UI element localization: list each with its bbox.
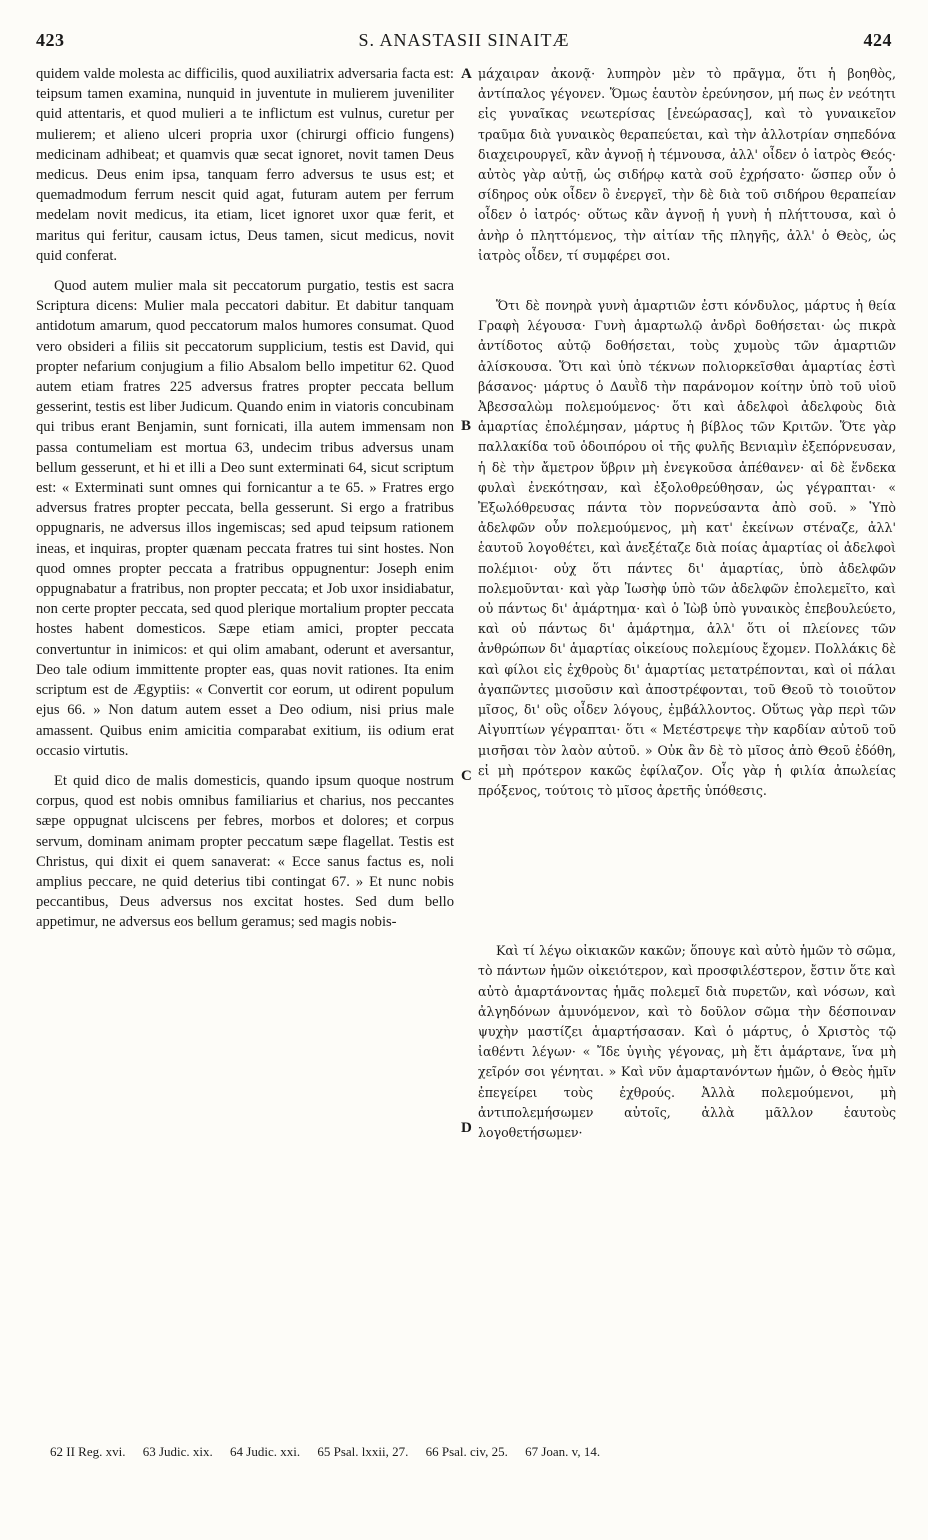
section-marker-d: D (461, 1120, 472, 1136)
running-title: S. ANASTASII SINAITÆ (358, 30, 570, 50)
page-number-right: 424 (863, 30, 892, 50)
section-marker-c: C (461, 768, 472, 784)
latin-paragraph-2: Quod autem mulier mala sit peccatorum purgatio, testis est sacra Scriptura dicens: Mulier mala peccatori dabitur. Et dabitur tanquam antidotum amarum, quod peccatorum malos humores consumat. Quod vero obsideri a filiis sit peccatorum supplicium, testis est David, qui propter nefarium conjugium a filio Absalom bello impetitur 62. Quod autem etiam fratres 225 adversus fratres propter peccata bellum gesserint, testis est liber Judicum. Quando enim in viatoris concubinam qui tribus erant Benjamin, sunt fornicati, illa autem immensam non passa contumeliam est mortua 63, undecim tribus adversus unam bellum gesserunt, et hi et illi a Deo sunt exterminati 64, sicut scriptum est: « Exterminati sunt omnes qui fornicantur a te 65. » Fratres ergo adversus fratres propter peccata, bella gesserunt. Si ergo a fratribus oppugnaris, ne adversus illos ingemiscas; sed apud teipsum rationem ineas, et inquiras, propter quænam peccata fratres tui sint hostes. Non quod omnes propter peccata a fratribus oppugnentur: Joseph enim oppugnabatur a fratribus, non propter peccata; et Job uxor insidiabatur, non certe propter peccata, sed quod plerique mortalium propter peccata hostes habent domesticos. Sæpe etiam amici, propter peccata convertuntur in inimicos: et qui olim amabant, oderunt et aversantur, Deo tale odium immittente propter eas, quas novit rationes. Ita enim scriptum est de Ægyptiis: « Convertit cor eorum, ut odirent populum ejus 66. » Non datum autem esset a Deo odium, nisi prius male amassent. Quibus enim amicitia comparabat exitium, iis odium erat occasio virtutis. (36, 278, 454, 759)
footnote-62: 62 II Reg. xvi. (50, 1444, 126, 1459)
latin-paragraph-1: quidem valde molesta ac difficilis, quod auxiliatrix adversaria facta est: teipsum tamen examina, nunquid in juventute in mulierem juveniliter quid attentaris, et quod mulieri a te inflictum est vulnus, curetur per mulierem; et alieno ulceri propria uxor (chirurgi officio fungens) medicinam adhibeat; et quamvis quæ secat ignoret, novit tamen Deus medicus. Deus enim ipsa, tanquam ferro adversus te usus est; et quemadmodum ferrum nescit quid agat, futuram autem per ferrum medelam novit medicus, ita etiam, licet ignoret uxor quæ ferit, et maritus qui feritur, causam ictus, Deus tamen, sicut medicus, novit quid conferat. (36, 66, 454, 264)
section-marker-a: A (461, 66, 472, 82)
footnote-66: 66 Psal. civ, 25. (425, 1444, 508, 1459)
footnote-67: 67 Joan. v, 14. (525, 1444, 601, 1459)
footnote-63: 63 Judic. xix. (142, 1444, 213, 1459)
latin-paragraph-3: Et quid dico de malis domesticis, quando ipsum quoque nostrum corpus, quod est nobis omnibus familiarius et charius, nos peccantes sæpe oppugnat ulciscens per febres, morbos et dolores; et corpus servum, dominam animam propter peccatum sæpe flagellat. Testis est Christus, qui dixit ei quem sanaverat: « Ecce sanus factus es, noli amplius peccare, ne quid deterius tibi contingat 67. » Et nunc nobis peccantibus, Deus adversus nos excitat hostes. Sed dum bello appetimur, ne adversus eos bellum geramus; sed magis nobis- (36, 772, 454, 931)
page-number-left: 423 (36, 30, 65, 50)
page-header (36, 30, 892, 60)
section-marker-b: B (461, 418, 472, 434)
greek-paragraph-3: Καὶ τί λέγω οἰκιακῶν κακῶν; ὅπουγε καὶ αὐτὸ ἡμῶν τὸ σῶμα, τὸ πάντων ἡμῶν οἰκειότερον, καὶ προσφιλέστερον, ἔστιν ὅτε καὶ αὐτὸ ἁμαρτάνοντας ἡμᾶς πολεμεῖ διὰ πυρετῶν, καὶ νόσων, καὶ ἀλγηδόνων ἀμυνόμενον, καὶ τὸ δοῦλον σῶμα τὴν δέσποιναν ψυχὴν μαστίζει ἁμαρτήσασαν. Καὶ ὁ μάρτυς, ὁ Χριστὸς τῷ ἰαθέντι λέγων· « Ἴδε ὑγιὴς γέγονας, μὴ ἔτι ἁμάρτανε, ἵνα μὴ χεῖρόν σοι γένηται. » Καὶ νῦν ἁμαρτανόντων ἡμῶν, ὁ Θεὸς ἡμῖν ἐπεγείρει τοὺς ἐχθρούς. Ἀλλὰ πολεμούμενοι, μὴ ἀντιπολεμήσωμεν αὐτοῖς, ἀλλὰ μᾶλλον ἑαυτοὺς λογοθετήσωμεν· (478, 943, 896, 1140)
greek-column (478, 64, 896, 1153)
footnotes (50, 1444, 890, 1460)
greek-paragraph-1: μάχαιραν ἀκονᾷ· λυπηρὸν μὲν τὸ πρᾶγμα, ὅτι ἡ βοηθὸς, ἀντίπαλος γέγονεν. Ὅμως ἑαυτὸν ἐρεύνησον, μή πως ἐν νεότητι εἰς γυναῖκας νεωτερίσας [ἐνεώρασας], καὶ τὸ γυναικεῖον τραῦμα διὰ γυναικὸς θεραπεύεται, καὶ τὴν ἀλλοτρίαν σηπεδόνα διαχειρουργεῖ, κἂν ἀγνοῇ ἡ τέμνουσα, ἀλλ' οἶδεν ὁ ἰατρὸς Θεός· αὐτὸς γὰρ αὐτῇ, ὡς σιδήρῳ κατὰ σοῦ ἐχρήσατο· ὥσπερ οὖν ὁ σίδηρος οὐκ οἶδεν ὃ ἐνεργεῖ, τὴν δὲ διὰ τοῦ σιδήρου θεραπείαν οἶδεν ὁ ἰατρός· οὕτως κἂν ἀγνοῇ ἡ γυνὴ ἡ πλήττουσα, καὶ ὁ ἀνὴρ ὁ πληττόμενος, τὴν αἰτίαν τῆς πληγῆς, ἀλλ' ὁ Θεὸς, ὡς ἰατρὸς οἶδεν, τί συμφέρει σοι. (478, 66, 896, 263)
footnote-64: 64 Judic. xxi. (230, 1444, 301, 1459)
latin-column (36, 64, 454, 943)
footnote-65: 65 Psal. lxxii, 27. (317, 1444, 409, 1459)
greek-paragraph-2: Ὅτι δὲ πονηρὰ γυνὴ ἁμαρτιῶν ἐστι κόνδυλος, μάρτυς ἡ θεία Γραφὴ λέγουσα· Γυνὴ ἁμαρτωλῷ ἀνδρὶ δοθήσεται· ὡς πικρὰ ἀντίδοτος αὐτῷ δοθήσεται, τοὺς χυμοὺς τῶν ἁμαρτιῶν ἀλίσκουσα. Ὅτι καὶ ὑπὸ τέκνων πολιορκεῖσθαι ἁμαρτίας ἐστὶ βάσανος· μάρτυς ὁ Δαυῒδ τὴν παράνομον κοίτην ὑπὸ τοῦ υἱοῦ Ἀβεσσαλὼμ πολεμούμενος· ὅτι καὶ ἀδελφοὶ ἀδελφοὺς διὰ ἁμαρτίας ἐπολέμησαν, μάρτυς ἡ βίβλος τῶν Κριτῶν. Ὅτε γὰρ παλλακίδα τοῦ ὁδοιπόρου οἱ τῆς φυλῆς Βενιαμὶν ἐξεπόρνευσαν, ἡ δὲ τὴν ἄμετρον ὕβριν μὴ ἐνεγκοῦσα ἀπέθανεν· αἱ δὲ ἕνδεκα φυλαὶ ἐνεκότησαν, καὶ ἐξολοθρεύθησαν, ὡς γέγραπται· « Ἐξωλόθρευσας πάντα τὸν πορνεύσαντα ἀπὸ σοῦ. » Ὑπὸ ἀδελφῶν οὖν πολεμούμενος, μὴ κατ' ἐκείνων στέναζε, ἀλλ' ἑαυτοῦ λογοθέτει, καὶ ἀνεξέταζε διὰ ποίας ἁμαρτίας οἱ ἀδελφοὶ πολέμιοι· οὐχ ὅτι πάντες δι' ἁμαρτίας, ὑπὸ ἀδελφῶν πολεμοῦνται· καὶ γὰρ Ἰωσὴφ ὑπὸ τῶν ἀδελφῶν ἐπολεμεῖτο, καὶ οὐ πάντως δι' ἁμάρτημα· καὶ ὁ Ἰὼβ ὑπὸ γυναικὸς ἐπεβουλεύετο, καὶ οὐ πάντως δι' ἁμάρτημα, ἀλλ' ὅτι οἱ πλείονες τῶν ἀνθρώπων δι' ἁμαρτίας οἰκείους πολεμίους ἔχομεν. Πολλάκις δὲ καὶ φίλοι εἰς ἐχθροὺς δι' ἁμαρτίας μετατρέπονται, καὶ οἱ πάλαι ἀγαπῶντες μισοῦσιν καὶ ἀποστρέφονται, τοῦ Θεοῦ τὸ τοιοῦτον μῖσος, δι' οὓς οἶδεν λόγους, ἐμβάλλοντος. Οὕτως γὰρ περὶ τῶν Αἰγυπτίων γέγραπται· ὅτι « Μετέστρεψε τὴν καρδίαν αὐτοῦ τοῦ μισῆσαι τὸν λαὸν αὐτοῦ. » Οὐκ ἂν δὲ τὸ μῖσος ἀπὸ Θεοῦ ἐδόθη, εἰ μὴ πρότερον κακῶς ἐφίλαζον. Οἷς γὰρ ἡ φιλία ἀπωλείας πρόξενος, τούτοις τὸ μῖσος ἀρετῆς ὑπόθεσις. (478, 298, 896, 798)
